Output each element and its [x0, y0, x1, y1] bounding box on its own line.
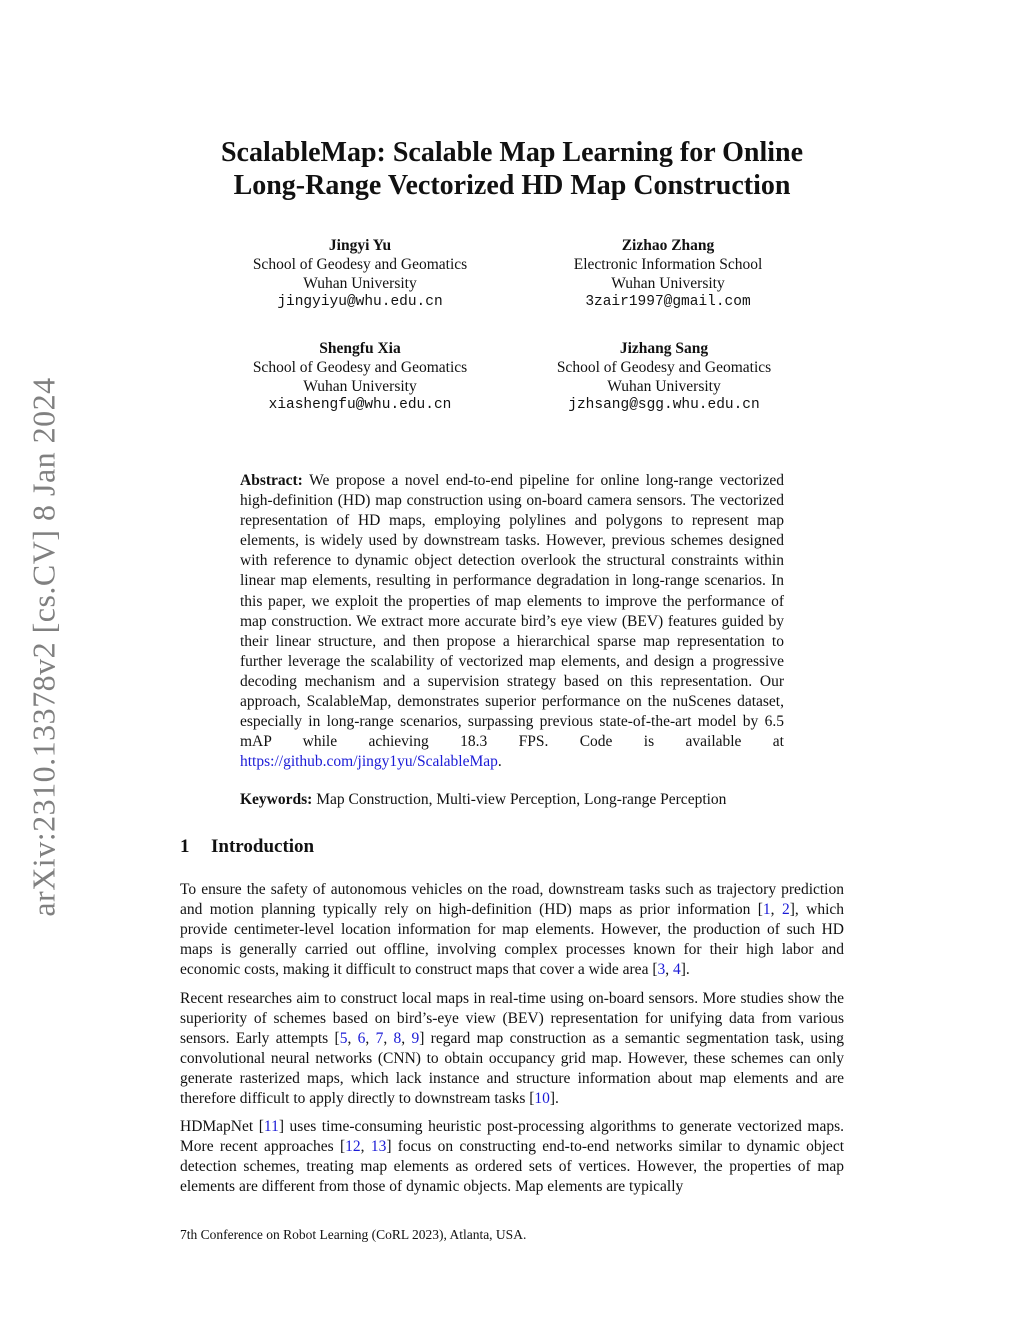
author-block-2 [518, 236, 818, 312]
para-text: ], which provide centimeter-level location information for map elements. However, the production of such HD maps is generally carried out offline, involving complex processes known for their high labor and economic costs, making it difficult to construct maps that cover a wide area [ [180, 901, 845, 978]
citation-link[interactable]: 7 [375, 1030, 384, 1047]
para-text: , [770, 901, 782, 918]
author-dept: Electronic Information School [573, 256, 763, 273]
para-text: ]. [549, 1090, 559, 1107]
author-email: xiashengfu@whu.edu.cn [268, 397, 452, 413]
para-text: , [365, 1030, 376, 1047]
paragraph-3 [180, 1117, 844, 1197]
citation-link[interactable]: 6 [357, 1030, 366, 1047]
author-block-4 [514, 339, 814, 415]
arxiv-stamp-text: arXiv:2310.13378v2 [cs.CV] 8 Jan 2024 [25, 377, 62, 917]
citation-link[interactable]: 9 [411, 1030, 420, 1047]
para-text: , [347, 1030, 358, 1047]
para-text: , [401, 1030, 412, 1047]
keywords-text: Map Construction, Multi-view Perception, Long-range Perception [316, 791, 727, 808]
para-text: , [360, 1138, 371, 1155]
abstract [240, 471, 784, 772]
para-text: ] regard map construction as a semantic segmentation task, using convolutional neural networks (CNN) to obtain occupancy grid map. However, these schemes can only generate rasterized maps, which lack instance and structure information about map elements and are therefore difficult to apply directly to downstream tasks [ [180, 1030, 845, 1107]
citation-link[interactable]: 5 [339, 1030, 348, 1047]
conference-footnote: 7th Conference on Robot Learning (CoRL 2023), Atlanta, USA. [180, 1227, 527, 1242]
author-email: jingyiyu@whu.edu.cn [277, 294, 443, 310]
section-heading [180, 836, 314, 858]
citation-link[interactable]: 2 [781, 901, 790, 918]
author-block-3 [210, 339, 510, 415]
abstract-label: Abstract: [240, 472, 303, 489]
author-name: Zizhao Zhang [621, 237, 715, 254]
paper-title [140, 136, 884, 202]
author-univ: Wuhan University [303, 378, 417, 395]
title-line-2: Long-Range Vectorized HD Map Construction [233, 170, 791, 201]
author-univ: Wuhan University [607, 378, 721, 395]
citation-link[interactable]: 4 [672, 961, 681, 978]
author-email: jzhsang@sgg.whu.edu.cn [568, 397, 760, 413]
keywords [240, 790, 840, 810]
arxiv-stamp [20, 367, 68, 927]
citation-link[interactable]: 10 [534, 1090, 550, 1107]
citation-link[interactable]: 3 [657, 961, 666, 978]
section-number: 1 [180, 836, 190, 857]
citation-link[interactable]: 1 [762, 901, 771, 918]
author-block-1 [210, 236, 510, 312]
para-text: Recent researches aim to construct local maps in real-time using on-board sensors. More studies show the superiority of schemes based on bird’s-eye view (BEV) representation for unifying data from various sensors. Early attempts [ [180, 990, 844, 1047]
para-text: ] focus on constructing end-to-end networks similar to dynamic object detection schemes, treating map elements as ordered sets of vertices. However, the properties of map elements are different from those of dynamic objects. Map elements are typically [180, 1138, 845, 1195]
para-text: HDMapNet [ [180, 1118, 264, 1135]
author-dept: School of Geodesy and Geomatics [556, 359, 772, 376]
author-univ: Wuhan University [303, 275, 417, 292]
para-text: ]. [680, 961, 690, 978]
code-link[interactable]: https://github.com/jingy1yu/ScalableMap [240, 753, 498, 771]
paragraph-1 [180, 880, 844, 980]
author-name: Jizhang Sang [619, 340, 709, 357]
citation-link[interactable]: 11 [263, 1118, 279, 1135]
abstract-text: We propose a novel end-to-end pipeline for online long-range vectorized high-definition (HD) map construction using on-board camera sensors. The vectorized representation of HD maps, employing polylines and polygons to represent map elements, is widely used by downstream tasks. However, previous schemes designed with reference to dynamic object detection overlook the structural constraints within linear map elements, resulting in performance degradation in long-range scenarios. In this paper, we exploit the properties of map elements to improve the performance of map construction. We extract more accurate bird’s eye view (BEV) features guided by their linear structure, and then propose a hierarchical sparse map representation to further leverage the scalability of vectorized map elements, and design a progressive decoding mechanism and a supervision strategy based on this representation. Our approach, ScalableMap, demonstrates superior performance on the nuScenes dataset, especially in long-range scenarios, surpassing previous state-of-the-art model by 6.5 mAP while achieving 18.3 FPS. Code is available at [240, 472, 784, 751]
author-dept: School of Geodesy and Geomatics [252, 256, 468, 273]
author-name: Jingyi Yu [328, 237, 392, 254]
author-email: 3zair1997@gmail.com [585, 294, 751, 310]
author-dept: School of Geodesy and Geomatics [252, 359, 468, 376]
title-line-1: ScalableMap: Scalable Map Learning for Online [220, 137, 804, 168]
author-univ: Wuhan University [611, 275, 725, 292]
author-name: Shengfu Xia [319, 340, 401, 357]
para-text: , [383, 1030, 394, 1047]
section-title: Introduction [211, 836, 315, 857]
citation-link[interactable]: 12 [345, 1138, 361, 1155]
para-text: ] uses time-consuming heuristic post-processing algorithms to generate vectorized maps. More recent approaches [ [180, 1118, 844, 1155]
citation-link[interactable]: 13 [370, 1138, 387, 1155]
para-text: To ensure the safety of autonomous vehicles on the road, downstream tasks such as trajectory prediction and motion planning typically rely on high-definition (HD) maps as prior information [ [180, 881, 844, 918]
citation-link[interactable]: 8 [393, 1030, 402, 1047]
paragraph-2 [180, 989, 844, 1109]
para-text: , [665, 961, 673, 978]
keywords-label: Keywords: [240, 791, 313, 808]
abstract-end: . [497, 753, 502, 771]
